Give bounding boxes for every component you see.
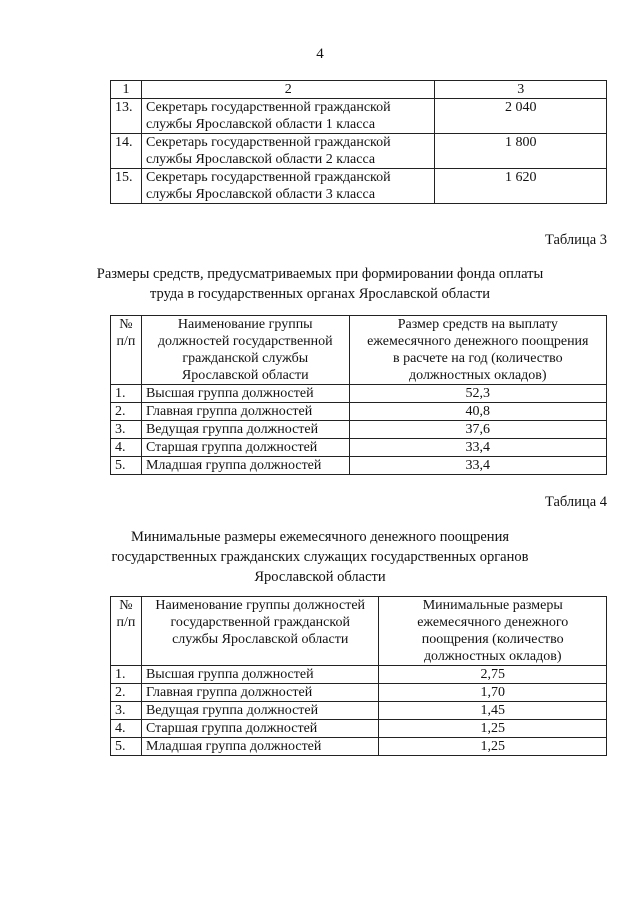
table-row (111, 702, 607, 720)
table-4-label: Таблица 4 (544, 494, 607, 510)
row-number: 14. (111, 134, 142, 169)
table-row (111, 134, 607, 169)
table-header-row (111, 597, 607, 666)
row-number: 2. (111, 684, 142, 702)
table-row (111, 99, 607, 134)
table-row (111, 403, 607, 421)
row-value: 2 040 (435, 99, 607, 134)
salary-table-continuation (110, 80, 607, 204)
group-name: Ведущая группа должностей (141, 421, 349, 439)
position-name: Секретарь государственной гражданской службы Ярославской области 2 класса (141, 134, 434, 169)
group-name: Старшая группа должностей (141, 439, 349, 457)
position-name: Секретарь государственной гражданской службы Ярославской области 1 класса (141, 99, 434, 134)
row-value: 1 620 (435, 169, 607, 204)
row-value: 2,75 (379, 666, 607, 684)
group-name: Главная группа должностей (141, 684, 379, 702)
table-header-row (111, 316, 607, 385)
group-name: Высшая группа должностей (141, 666, 379, 684)
table-row (111, 457, 607, 475)
row-value: 33,4 (349, 439, 606, 457)
table-row (111, 684, 607, 702)
row-number: 5. (111, 738, 142, 756)
row-value: 37,6 (349, 421, 606, 439)
row-value: 52,3 (349, 385, 606, 403)
table-header-row (111, 81, 607, 99)
table-3-label: Таблица 3 (544, 232, 607, 248)
row-value: 1 800 (435, 134, 607, 169)
table-row (111, 421, 607, 439)
group-name: Младшая группа должностей (141, 457, 349, 475)
col-header-name: Наименование группы должностей государственной гражданской службы Ярославской области (141, 597, 379, 666)
row-number: 4. (111, 720, 142, 738)
col-header-number: № п/п (111, 597, 142, 666)
table-row (111, 738, 607, 756)
table-row (111, 439, 607, 457)
row-number: 1. (111, 385, 142, 403)
fund-table (110, 315, 607, 475)
row-value: 1,70 (379, 684, 607, 702)
table-row (111, 169, 607, 204)
group-name: Главная группа должностей (141, 403, 349, 421)
col-header-value: Размер средств на выплату ежемесячного денежного поощрения в расчете на год (количество должностных окладов) (349, 316, 606, 385)
row-number: 2. (111, 403, 142, 421)
row-number: 4. (111, 439, 142, 457)
row-number: 15. (111, 169, 142, 204)
group-name: Старшая группа должностей (141, 720, 379, 738)
row-number: 1. (111, 666, 142, 684)
row-value: 33,4 (349, 457, 606, 475)
table-4-title: Минимальные размеры ежемесячного денежного поощрения государственных гражданских служащих государственных органов Ярославской области (111, 529, 529, 585)
group-name: Высшая группа должностей (141, 385, 349, 403)
row-number: 13. (111, 99, 142, 134)
page-number: 4 (316, 46, 324, 62)
row-value: 1,25 (379, 738, 607, 756)
col-header: 1 (111, 81, 142, 99)
position-name: Секретарь государственной гражданской службы Ярославской области 3 класса (141, 169, 434, 204)
col-header: 3 (435, 81, 607, 99)
table-3-title: Размеры средств, предусматриваемых при формировании фонда оплаты труда в государственных органах Ярославской области (96, 266, 544, 302)
col-header-number: № п/п (111, 316, 142, 385)
col-header-name: Наименование группы должностей государственной гражданской службы Ярославской области (141, 316, 349, 385)
table-row (111, 385, 607, 403)
row-number: 5. (111, 457, 142, 475)
col-header-value: Минимальные размеры ежемесячного денежного поощрения (количество должностных окладов) (379, 597, 607, 666)
row-value: 40,8 (349, 403, 606, 421)
group-name: Ведущая группа должностей (141, 702, 379, 720)
table-row (111, 720, 607, 738)
row-number: 3. (111, 421, 142, 439)
row-value: 1,25 (379, 720, 607, 738)
row-number: 3. (111, 702, 142, 720)
table-row (111, 666, 607, 684)
col-header: 2 (141, 81, 434, 99)
row-value: 1,45 (379, 702, 607, 720)
group-name: Младшая группа должностей (141, 738, 379, 756)
bonus-table (110, 596, 607, 756)
